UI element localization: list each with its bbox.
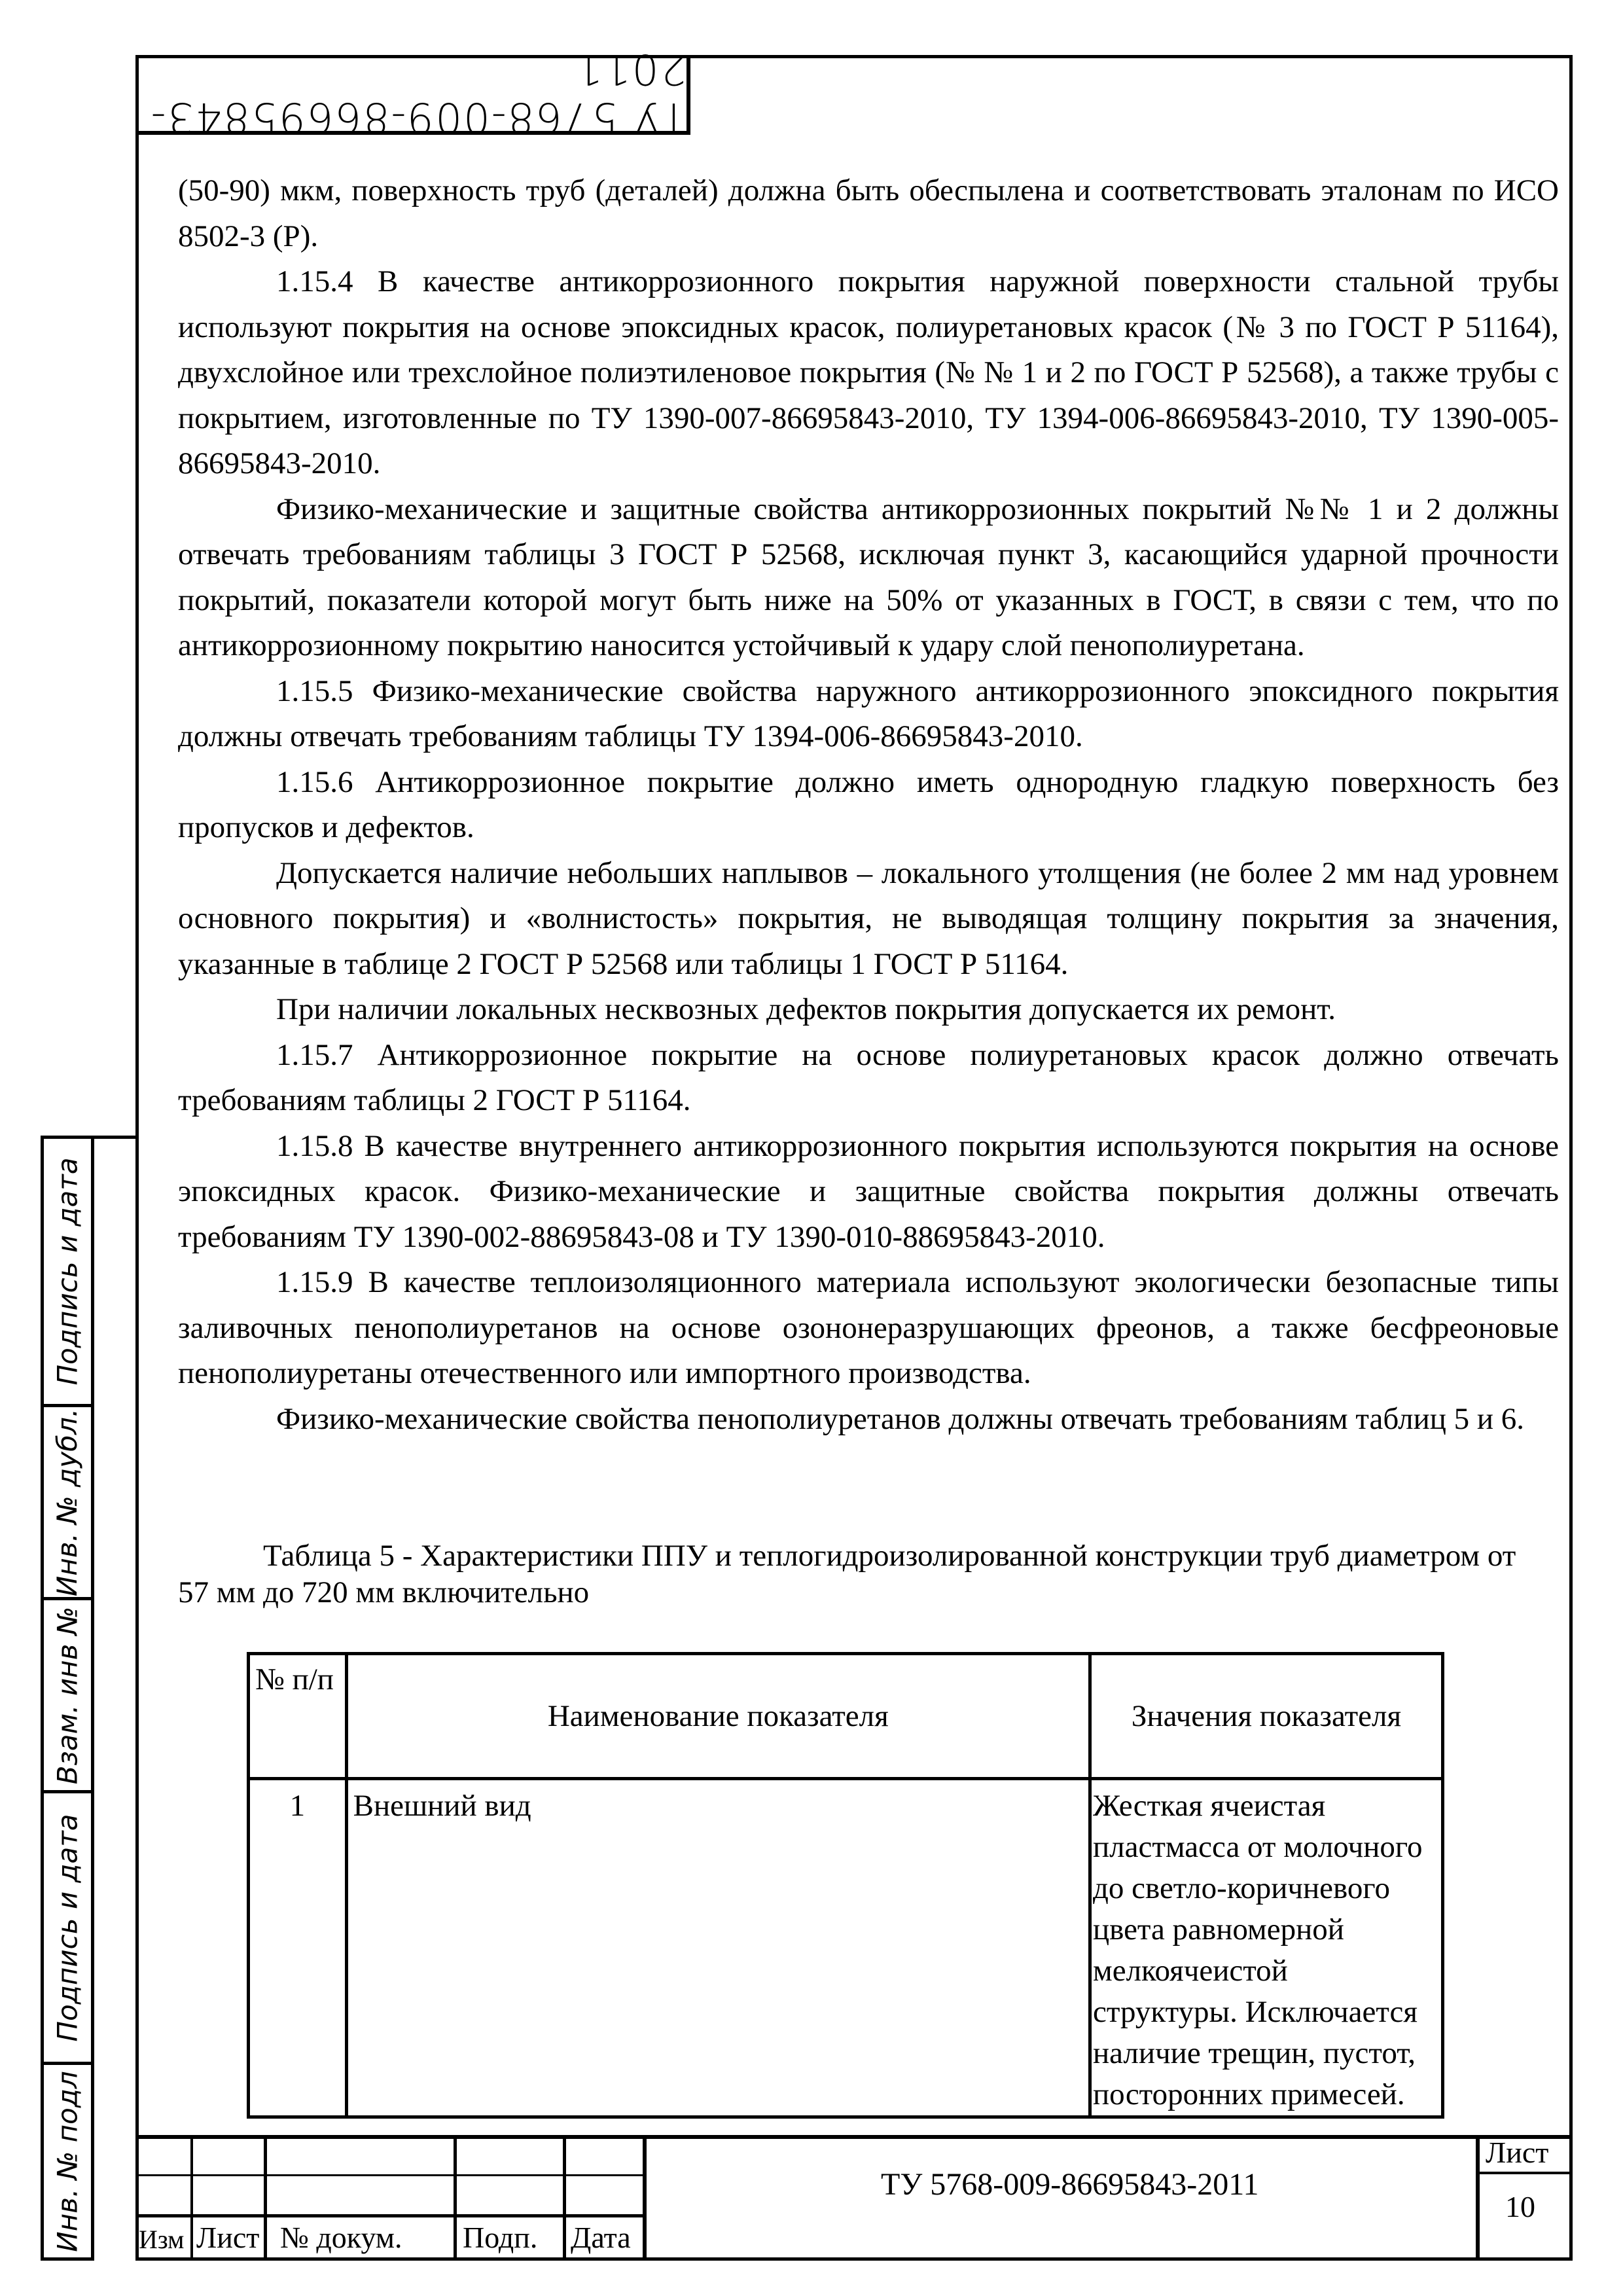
cell-value: Жесткая ячеистая пластмасса от молочного до светло-коричневого цвета равномерной мелкоячеистой структуры. Исключается наличие трещин, пустот, посторонних примесей. <box>1090 1779 1443 2117</box>
stamp-col-doc: № докум. <box>280 2221 402 2254</box>
side-label-signature-date-2: Подпись и дата <box>41 1790 94 2065</box>
paragraph: Физико-механические и защитные свойства антикоррозионных покрытий №№ 1 и 2 должны отвечать требованиям таблицы 3 ГОСТ Р 52568, исключая пункт 3, касающийся ударной прочности покрытий, показатели которой могут быть ниже на 50% от указанных в ГОСТ, в связи с тем, что по антикоррозионному покрытию наносится устойчивый к удару слой пенополиуретана. <box>178 492 1559 662</box>
side-label-inv-dubl: Инв. № дубл. <box>41 1404 94 1600</box>
paragraph: 1.15.6 Антикоррозионное покрытие должно иметь однородную гладкую поверхность без пропусков и дефектов. <box>178 764 1559 844</box>
stamp-col-sign: Подп. <box>463 2221 538 2254</box>
stamp-col-izm: Изм <box>139 2225 185 2254</box>
header-name: Наименование показателя <box>346 1654 1090 1779</box>
paragraph: (50-90) мкм, поверхность труб (деталей) должна быть обеспылена и соответствовать эталонам по ИСО 8502-3 (Р). <box>178 173 1559 253</box>
header-value: Значения показателя <box>1090 1654 1443 1779</box>
stamp-col-date: Дата <box>571 2221 631 2254</box>
header-num: № п/п <box>249 1654 347 1779</box>
stamp-col-list: Лист <box>196 2221 260 2254</box>
stamp-doc-code: ТУ 5768-009-86695843-2011 <box>881 2167 1259 2202</box>
paragraph: Допускается наличие небольших наплывов – локального утолщения (не более 2 мм над уровнем основного покрытия) и «волнистость» покрытия, не выводящая толщину покрытия за значения, указанные в таблице 2 ГОСТ Р 52568 или таблицы 1 ГОСТ Р 51164. <box>178 855 1559 981</box>
side-label-inv-podl: Инв. № подл <box>41 2062 94 2261</box>
side-label-signature-date-1: Подпись и дата <box>41 1136 94 1407</box>
top-doc-code: ТУ 5768-009-86695843-2011 <box>149 45 687 141</box>
side-label-vzam-inv: Взам. инв № <box>41 1597 94 1793</box>
paragraph: При наличии локальных несквозных дефектов покрытия допускается их ремонт. <box>276 992 1336 1026</box>
body-text <box>178 168 1559 1442</box>
table-header-row <box>249 1654 1443 1779</box>
paragraph: 1.15.9 В качестве теплоизоляционного материала используют экологически безопасные типы заливочных пенополиуретанов на основе озононеразрушающих фреонов, а также бесфреоновые пенополиуретаны отечественного или импортного производства. <box>178 1265 1559 1390</box>
cell-name: Внешний вид <box>346 1779 1090 2117</box>
table-caption: Таблица 5 - Характеристики ППУ и теплогидроизолированной конструкции труб диаметром от 57 мм до 720 мм включительно <box>178 1539 1516 1609</box>
table-row <box>249 1779 1443 2117</box>
stamp-sheet-number: 10 <box>1505 2190 1535 2223</box>
side-connector <box>92 1136 139 1139</box>
paragraph: 1.15.7 Антикоррозионное покрытие на основе полиуретановых красок должно отвечать требованиям таблицы 2 ГОСТ Р 51164. <box>178 1037 1559 1117</box>
paragraph: 1.15.5 Физико-механические свойства наружного антикоррозионного эпоксидного покрытия должны отвечать требованиям таблицы ТУ 1394-006-86695843-2010. <box>178 673 1559 753</box>
paragraph: 1.15.4 В качестве антикоррозионного покрытия наружной поверхности стальной трубы используют покрытия на основе эпоксидных красок, полиуретановых красок (№ 3 по ГОСТ Р 51164), двухслойное или трехслойное полиэтиленовое покрытия (№ № 1 и 2 по ГОСТ Р 52568), а также трубы с покрытием, изготовленные по ТУ 1390-007-86695843-2010, ТУ 1394-006-86695843-2010, ТУ 1390-005-86695843-2010. <box>178 264 1559 480</box>
paragraph: Физико-механические свойства пенополиуретанов должны отвечать требованиям таблиц 5 и 6. <box>276 1401 1525 1436</box>
paragraph: 1.15.8 В качестве внутреннего антикоррозионного покрытия используются покрытия на основе эпоксидных красок. Физико-механические и защитные свойства покрытия должны отвечать требованиям ТУ 1390-002-88695843-08 и ТУ 1390-010-88695843-2010. <box>178 1128 1559 1254</box>
top-code-box <box>135 45 690 141</box>
cell-num: 1 <box>249 1779 347 2117</box>
stamp-sheet-label: Лист <box>1486 2136 1549 2169</box>
characteristics-table <box>247 1652 1444 2119</box>
